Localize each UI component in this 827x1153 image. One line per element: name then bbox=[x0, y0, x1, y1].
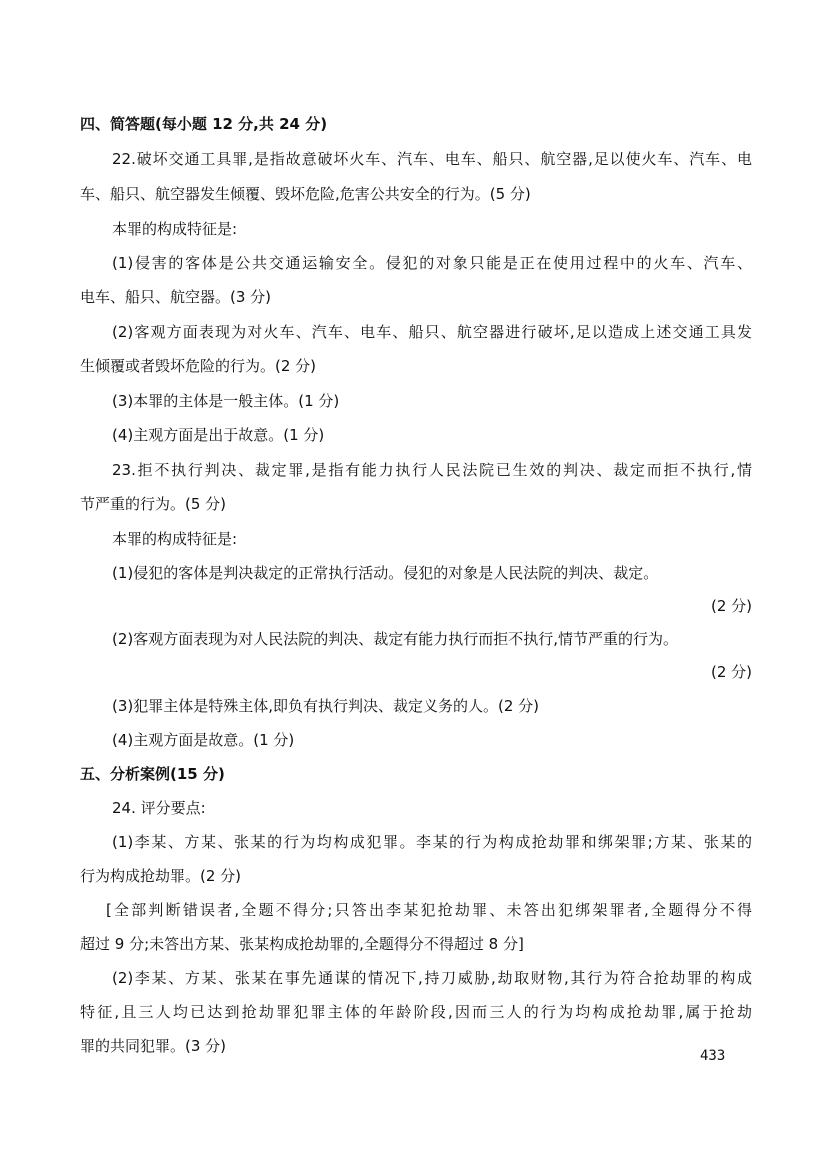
q24-title: 24. 评分要点: bbox=[112, 799, 206, 817]
q24-point-2-line-1: (2)李某、方某、张某在事先通谋的情况下,持刀威胁,劫取财物,其行为符合抢劫罪的构成 bbox=[112, 969, 752, 987]
q23-feature-4: (4)主观方面是故意。(1 分) bbox=[112, 731, 295, 749]
q22-feature-1-line-1: (1)侵害的客体是公共交通运输安全。侵犯的对象只能是正在使用过程中的火车、汽车、 bbox=[112, 254, 752, 272]
q24-point-2-line-2: 特征,且三人均已达到抢劫罪犯罪主体的年龄阶段,因而三人的行为均构成抢劫罪,属于抢劫 bbox=[80, 1003, 752, 1021]
q24-note-line-2: 超过 9 分;未答出方某、张某构成抢劫罪的,全题得分不得超过 8 分] bbox=[80, 935, 524, 953]
q24-point-1-line-1: (1)李某、方某、张某的行为均构成犯罪。李某的行为构成抢劫罪和绑架罪;方某、张某的 bbox=[112, 833, 752, 851]
section-4-heading: 四、简答题(每小题 12 分,共 24 分) bbox=[80, 115, 328, 133]
page-number: 433 bbox=[700, 1048, 726, 1064]
q22-feature-1-line-2: 电车、船只、航空器。(3 分) bbox=[80, 288, 272, 306]
q22-feature-2-line-2: 生倾覆或者毁坏危险的行为。(2 分) bbox=[80, 357, 317, 375]
q22-line-1: 22.破坏交通工具罪,是指故意破坏火车、汽车、电车、船只、航空器,足以使火车、汽车、电 bbox=[112, 150, 752, 168]
q23-feature-1-score: (2 分) bbox=[710, 597, 752, 615]
q23-feature-3: (3)犯罪主体是特殊主体,即负有执行判决、裁定义务的人。(2 分) bbox=[112, 697, 540, 715]
q22-feature-3: (3)本罪的主体是一般主体。(1 分) bbox=[112, 392, 340, 410]
q23-feature-2-score: (2 分) bbox=[710, 663, 752, 681]
q23-line-2: 节严重的行为。(5 分) bbox=[80, 495, 227, 513]
q22-feature-2-line-1: (2)客观方面表现为对火车、汽车、电车、船只、航空器进行破坏,足以造成上述交通工具发 bbox=[112, 323, 752, 341]
section-5-heading: 五、分析案例(15 分) bbox=[80, 765, 225, 783]
q24-point-1-line-2: 行为构成抢劫罪。(2 分) bbox=[80, 867, 242, 885]
q24-note-line-1: [全部判断错误者,全题不得分;只答出李某犯抢劫罪、未答出犯绑架罪者,全题得分不得 bbox=[106, 901, 752, 919]
q22-features-title: 本罪的构成特征是: bbox=[112, 220, 238, 238]
q24-point-2-line-3: 罪的共同犯罪。(3 分) bbox=[80, 1037, 227, 1055]
q23-feature-1-line-1: (1)侵犯的客体是判决裁定的正常执行活动。侵犯的对象是人民法院的判决、裁定。 bbox=[112, 564, 659, 582]
q23-line-1: 23.拒不执行判决、裁定罪,是指有能力执行人民法院已生效的判决、裁定而拒不执行,情 bbox=[112, 461, 752, 479]
q23-features-title: 本罪的构成特征是: bbox=[112, 530, 238, 548]
q22-feature-4: (4)主观方面是出于故意。(1 分) bbox=[112, 426, 325, 444]
q22-line-2: 车、船只、航空器发生倾覆、毁坏危险,危害公共安全的行为。(5 分) bbox=[80, 185, 531, 203]
q23-feature-2-line-1: (2)客观方面表现为对人民法院的判决、裁定有能力执行而拒不执行,情节严重的行为。 bbox=[112, 630, 679, 648]
